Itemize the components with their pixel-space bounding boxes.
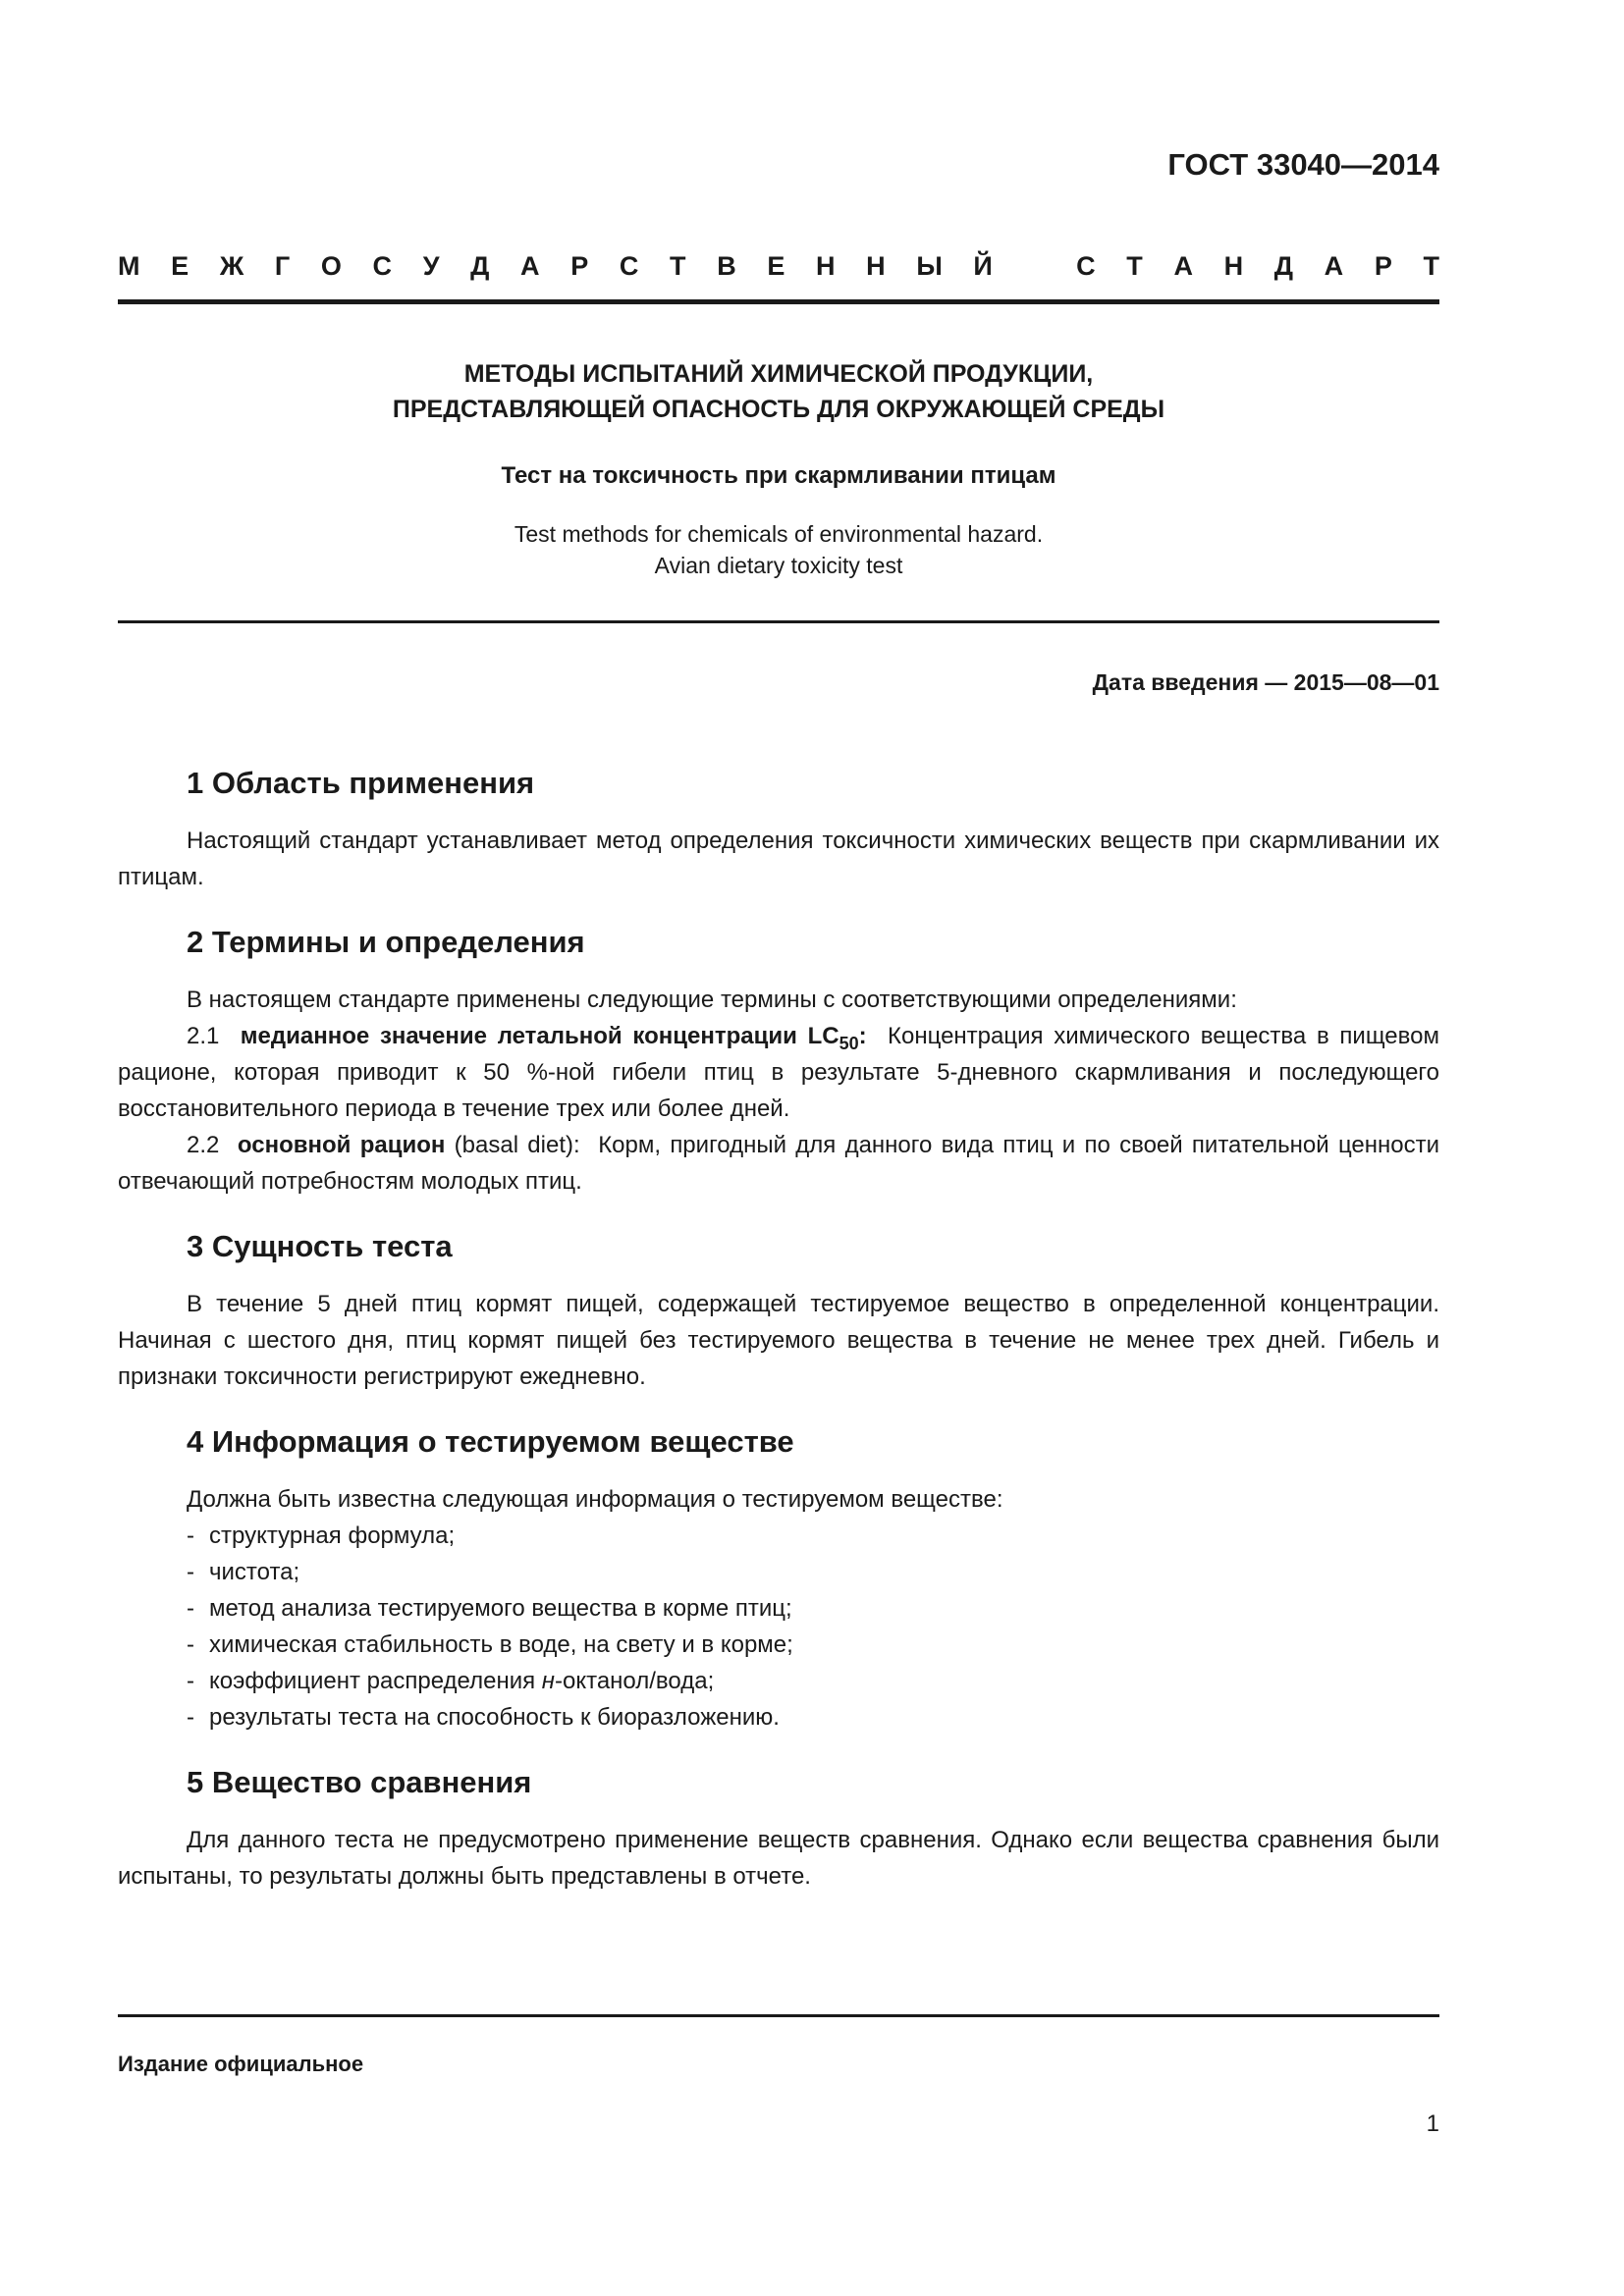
section-paragraph: Для данного теста не предусмотрено применение веществ сравнения. Однако если вещества сравнения были испытаны, то результаты должны быть представлены в отчете. — [118, 1827, 1439, 1890]
banner-letter: Р — [570, 251, 589, 281]
list-item: - результаты теста на способность к биоразложению. — [187, 1704, 780, 1731]
banner-letter: Н — [866, 251, 886, 281]
section-paragraph: В течение 5 дней птиц кормят пищей, содержащей тестируемое вещество в определенной концентрации. Начиная с шестого дня, птиц кормят пищей без тестируемого вещества в течение не менее трех дней. Гибель и признаки токсичности регистрируют ежедневно. — [118, 1291, 1439, 1390]
page-number: 1 — [1426, 2110, 1439, 2137]
banner-letter: Т — [1126, 251, 1143, 281]
title-line: ПРЕДСТАВЛЯЮЩЕЙ ОПАСНОСТЬ ДЛЯ ОКРУЖАЮЩЕЙ СРЕДЫ — [392, 396, 1165, 423]
term-english: (basal diet): — [454, 1132, 580, 1158]
title-line: МЕТОДЫ ИСПЫТАНИЙ ХИМИЧЕСКОЙ ПРОДУКЦИИ, — [463, 360, 1094, 388]
section-heading: 5 Вещество сравнения — [187, 1765, 532, 1799]
banner-letter: Г — [274, 251, 291, 281]
document-subtitle: Тест на токсичность при скармливании птицам — [501, 462, 1056, 489]
banner-letter: Р — [1374, 251, 1392, 281]
banner-letter: Т — [1423, 251, 1439, 281]
banner-letter: В — [717, 251, 736, 281]
term-name: основной рацион — [237, 1132, 446, 1158]
section-heading: 3 Сущность теста — [187, 1229, 453, 1263]
term-subscript: 50 — [839, 1034, 859, 1053]
banner-letter: Д — [1273, 251, 1294, 281]
english-title — [118, 518, 1439, 581]
term-text: Концентрация химического вещества в пищевом рационе, которая приводит к 50 %-ной гибели птиц в результате 5-дневного скармливания и последующего восстановительного периода в течение трех или более дней. — [118, 1023, 1439, 1122]
english-title-line: Test methods for chemicals of environmental hazard. — [514, 521, 1044, 547]
banner-letter: Ж — [219, 251, 244, 281]
banner-letter: С — [619, 251, 639, 281]
information-list — [118, 1518, 1439, 1735]
english-title-line: Avian dietary toxicity test — [654, 553, 903, 578]
list-item: - метод анализа тестируемого вещества в корме птиц; — [187, 1595, 792, 1622]
banner-letter: Е — [171, 251, 189, 281]
section-paragraph: Должна быть известна следующая информация о тестируемом веществе: — [187, 1486, 1003, 1513]
banner-letter: Н — [816, 251, 836, 281]
footer-divider — [118, 2014, 1439, 2017]
banner-letter: С — [1076, 251, 1096, 281]
official-edition-label: Издание официальное — [118, 2052, 364, 2076]
section-heading: 2 Термины и определения — [187, 925, 585, 959]
document-body — [118, 764, 1439, 1895]
banner-letter: Д — [470, 251, 490, 281]
banner-letter: О — [320, 251, 342, 281]
term-definition — [118, 1127, 1439, 1200]
banner-letter: С — [372, 251, 393, 281]
term-name: медианное значение летальной концентрации $LC_{50}$: — [240, 1023, 867, 1053]
banner-letter: Т — [670, 251, 686, 281]
list-item: - структурная формула; — [187, 1522, 456, 1549]
list-item: - химическая стабильность в воде, на свету и в корме; — [187, 1631, 793, 1658]
interstate-standard-banner — [118, 251, 1439, 282]
banner-spacer — [1023, 251, 1045, 282]
banner-letter: А — [520, 251, 540, 281]
section-heading: 4 Информация о тестируемом веществе — [187, 1424, 794, 1459]
list-item: - чистота; — [187, 1559, 300, 1585]
section-paragraph: Настоящий стандарт устанавливает метод определения токсичности химических веществ при скармливании их птицам. — [118, 828, 1439, 890]
banner-letter: Ы — [916, 251, 943, 281]
term-number: 2.2 — [187, 1132, 220, 1158]
banner-letter: У — [422, 251, 440, 281]
header-divider — [118, 299, 1439, 304]
banner-letter: М — [118, 251, 140, 281]
term-definition — [118, 1018, 1439, 1127]
banner-letter: Н — [1223, 251, 1244, 281]
term-text: Корм, пригодный для данного вида птиц и по своей питательной ценности отвечающий потребностям молодых птиц. — [118, 1132, 1440, 1195]
list-item: - коэффициент распределения н-октанол/вода; — [187, 1668, 715, 1694]
introduction-date: Дата введения — 2015—08—01 — [1092, 669, 1439, 695]
section-paragraph: В настоящем стандарте применены следующие термины с соответствующими определениями: — [187, 987, 1237, 1013]
banner-letter: Й — [973, 251, 993, 281]
banner-letter: А — [1324, 251, 1344, 281]
title-divider — [118, 620, 1439, 623]
banner-letter: А — [1173, 251, 1193, 281]
banner-letter: Е — [767, 251, 785, 281]
term-number: 2.1 — [187, 1023, 220, 1049]
document-title — [118, 356, 1439, 427]
standard-id: ГОСТ 33040—2014 — [1167, 147, 1439, 182]
section-heading: 1 Область применения — [187, 766, 535, 800]
